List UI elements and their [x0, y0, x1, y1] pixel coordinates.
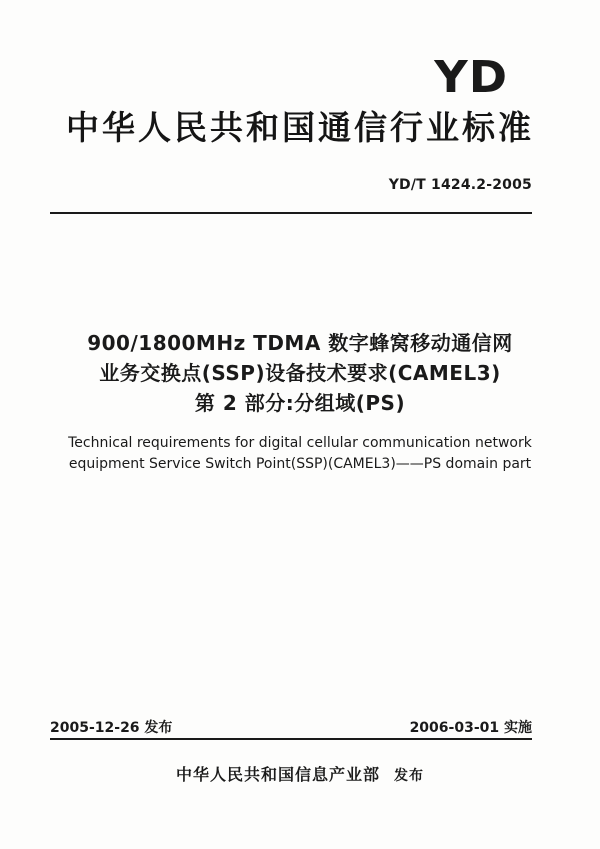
bottom-divider — [50, 738, 532, 740]
industry-standard-title: 中华人民共和国通信行业标准 — [66, 108, 534, 147]
publisher-name: 中华人民共和国信息产业部 — [175, 765, 380, 784]
english-title-line: equipment Service Switch Point(SSP)(CAMEL3)——PS domain part — [68, 456, 532, 472]
chinese-title-line: 第 2 部分:分组域(PS) — [194, 391, 406, 415]
standard-number: YD/T 1424.2-2005 — [388, 177, 532, 193]
publisher-action: 发布 — [394, 768, 424, 784]
issue-date: 2005-12-26 发布 — [50, 720, 173, 736]
top-divider — [50, 212, 532, 214]
english-title — [0, 433, 600, 475]
chinese-title-line: 900/1800MHz TDMA 数字蜂窝移动通信网 — [87, 331, 513, 355]
english-title-line: Technical requirements for digital cellular communication network — [68, 435, 532, 451]
implementation-date: 2006-03-01 实施 — [409, 720, 532, 736]
chinese-title — [0, 328, 600, 418]
publisher — [0, 762, 600, 785]
chinese-title-line: 业务交换点(SSP)设备技术要求(CAMEL3) — [99, 361, 501, 385]
yd-logo: YD — [433, 52, 508, 103]
